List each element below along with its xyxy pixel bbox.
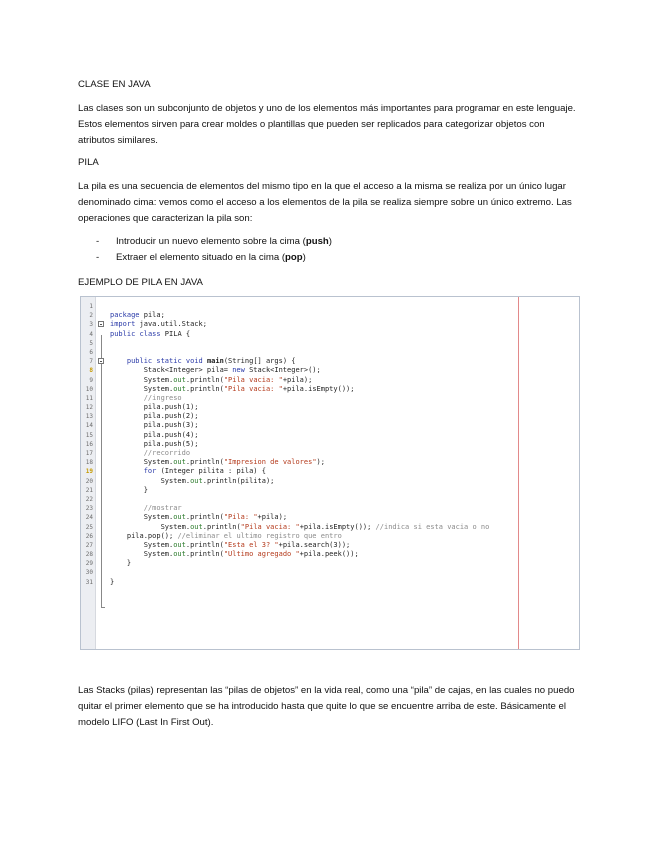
code-text: Stack<Integer> pila= new Stack<Integer>(); [110,366,321,375]
code-text: pila.push(4); [110,430,199,439]
code-line [81,477,579,486]
code-line [81,486,579,495]
code-line [81,330,579,339]
code-text: pila.pop(); //eliminar el ultimo registro que entro [110,531,342,540]
code-line [81,440,579,449]
line-number: 10 [85,385,93,393]
code-text: } [110,577,115,586]
line-number: 4 [89,330,93,338]
code-line [81,513,579,522]
line-number: 25 [85,523,93,531]
paragraph-clases: Las clases son un subconjunto de objetos y uno de los elementos más importantes para programar en este lenguaje. Estos elementos sirven para crear moldes o plantillas que pueden ser replicados para categorizar objetos con atributos similares. [78,103,576,146]
heading-ejemplo-pila: EJEMPLO DE PILA EN JAVA [78,277,203,288]
code-text: pila.push(3); [110,421,199,430]
code-line [81,357,579,366]
code-line [81,458,579,467]
code-text: System.out.println("Pila vacia: "+pila); [110,375,313,384]
code-line [81,541,579,550]
code-line [81,385,579,394]
line-number: 3 [89,321,93,329]
line-number: 17 [85,450,93,457]
code-line [81,339,579,348]
code-text: for (Integer pilita : pila) { [143,467,266,476]
paragraph-stacks: Las Stacks (pilas) representan las “pilas de objetos” en la vida real, como una “pila” de cajas, en las cuales no puedo quitar el primer elemento que se ha introducido hasta que quite lo que se encuentre arriba de este. Básicamente el modelo LIFO (Last In First Out). [78,685,575,728]
line-number: 19 [85,468,93,476]
code-text: //ingreso [143,393,182,402]
code-line [81,403,579,412]
line-number: 15 [85,431,93,439]
code-text: System.out.println("Pila vacia: "+pila.isEmpty()); //indica si esta vacia o no [110,522,490,531]
code-line [81,449,579,458]
line-number: 26 [85,532,93,540]
code-line [81,412,579,421]
code-text: System.out.println("Ultimo agregado "+pila.peek()); [110,550,359,559]
fold-end-marker [101,607,105,608]
code-text: package pila; [110,311,165,320]
code-lines [81,302,579,587]
operations-list [96,234,332,266]
code-text: //recorrido [143,449,191,457]
line-number: 27 [85,541,93,549]
code-text: } [110,485,148,494]
code-screenshot [80,296,580,650]
code-line [81,302,579,311]
line-number: 9 [89,376,93,384]
code-text: } [110,559,132,568]
line-number: 6 [89,348,93,356]
line-number: 7 [89,358,93,366]
line-number: 30 [85,569,93,577]
line-number: 18 [85,459,93,467]
code-text: System.out.println("Esta el 3? "+pila.search(3)); [110,540,351,549]
code-line [81,550,579,559]
code-line [81,311,579,320]
code-text: System.out.println("Pila vacia: "+pila.isEmpty()); [110,384,355,393]
code-line [81,421,579,430]
fold-toggle-icon [98,358,104,364]
code-line [81,559,579,568]
list-item-pop: - Extraer el elemento situado en la cima (pop) [96,250,332,266]
code-line [81,532,579,541]
push-keyword: push [305,236,329,247]
line-number: 8 [89,367,93,375]
line-number: 29 [85,560,93,568]
line-number: 31 [85,578,93,586]
fold-toggle-icon [98,321,104,327]
code-line [81,320,579,329]
code-line [81,431,579,440]
code-text: System.out.println(pilita); [110,476,275,485]
line-number: 22 [85,495,93,503]
code-text: //mostrar [143,504,182,513]
line-number: 1 [89,303,93,310]
heading-pila: PILA [78,157,99,168]
code-line [81,523,579,532]
code-text: public static void main(String[] args) { [126,357,296,366]
paragraph-pila: La pila es una secuencia de elementos del mismo tipo en la que el acceso a la misma se realiza por un único lugar denominado cima: vemos como el acceso a los elementos de la pila se realiza siempre sobre un único extremo. Las operaciones que caracterizan la pila son: [78,181,572,224]
line-number: 11 [85,394,93,402]
code-line [81,376,579,385]
line-number: 12 [85,404,93,412]
line-number: 20 [85,477,93,485]
code-text: pila.push(2); [110,412,199,421]
list-item-push: - Introducir un nuevo elemento sobre la cima (push) [96,234,332,250]
line-number: 16 [85,440,93,448]
line-number: 28 [85,551,93,559]
line-number: 21 [85,486,93,494]
code-text: System.out.println("Pila: "+pila); [110,513,288,522]
line-number: 24 [85,514,93,522]
code-line [81,495,579,504]
code-text: import java.util.Stack; [110,320,207,329]
code-text: pila.push(1); [110,403,199,412]
line-number: 5 [89,339,93,347]
line-number: 14 [85,422,93,430]
pop-keyword: pop [285,252,303,263]
code-text: pila.push(5); [110,439,199,448]
line-number: 2 [89,312,93,320]
code-text: System.out.println("Impresion de valores"); [110,458,325,467]
code-line [81,366,579,375]
code-text: public class PILA { [110,329,191,338]
line-number: 23 [85,505,93,513]
code-line [81,467,579,476]
code-line [81,394,579,403]
code-line [81,568,579,577]
code-line [81,348,579,357]
heading-class-en-java: CLASE EN JAVA [78,79,151,90]
line-number: 13 [85,413,93,421]
code-line [81,578,579,587]
code-line [81,504,579,513]
